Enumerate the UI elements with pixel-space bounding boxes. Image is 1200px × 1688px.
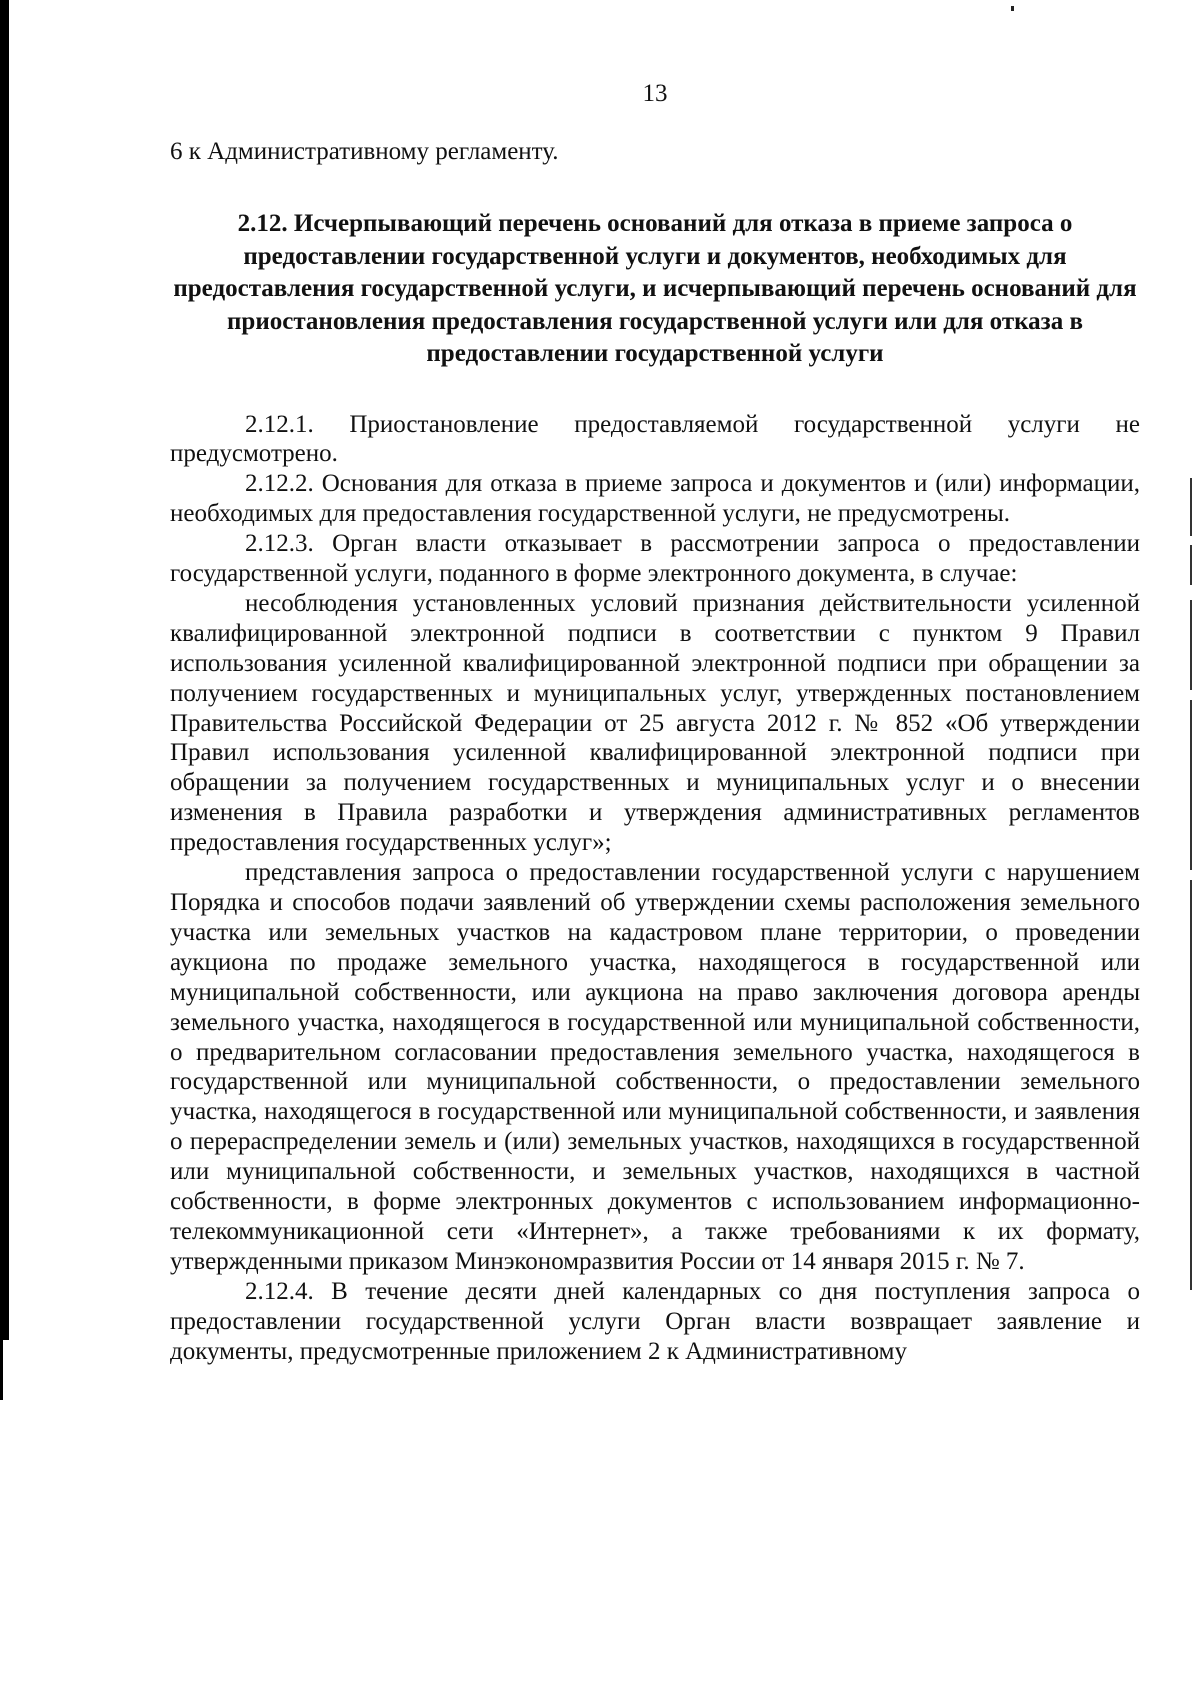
scan-margin-mark (1190, 545, 1192, 585)
scan-margin-mark (1190, 700, 1192, 870)
scan-margin-mark (1190, 478, 1192, 536)
paragraph-2-12-2: 2.12.2. Основания для отказа в приеме запроса и документов и (или) информации, необходимых для предоставления государственной услуги, не предусмотрены. (170, 470, 1140, 528)
document-page (170, 70, 1140, 1367)
paragraph-format-violation: представления запроса о предоставлении государственной услуги с нарушением Порядка и способов подачи заявлений об утверждении схемы расположения земельного участка или земельных участков на кадастровом плане территории, о проведении аукциона по продаже земельного участка, находящегося в государственной или муниципальной собственности, или аукциона на право заключения договора аренды земельного участка, находящегося в государственной или муниципальной собственности, о предварительном согласовании предоставления земельного участка, находящегося в государственной или муниципальной собственности, о предоставлении земельного участка, находящегося в государственной или муниципальной собственности, и заявления о перераспределении земель и (или) земельных участков, находящихся в государственной или муниципальной собственности, и земельных участков, находящихся в частной собственности, в форме электронных документов с использованием информационно-телекоммуникационной сети «Интернет», а также требованиями к их формату, утвержденными приказом Минэкономразвития России от 14 января 2015 г. № 7. (170, 859, 1140, 1275)
scan-speck (1011, 6, 1014, 11)
continuation-text: 6 к Административному регламенту. (170, 138, 559, 165)
scan-edge-shadow (0, 0, 9, 1340)
page-number: 13 (642, 80, 668, 107)
scan-margin-mark (1190, 880, 1192, 1290)
section-title: 2.12. Исчерпывающий перечень оснований для отказа в приеме запроса о предоставлении государственной услуги и документов, необходимых для предоставления государственной услуги, и исчерпывающий перечень оснований для приостановления предоставления государственной услуги или для отказа в предоставлении государственной услуги (173, 210, 1137, 367)
scan-margin-mark (1190, 600, 1192, 690)
paragraph-signature-condition: несоблюдения установленных условий признания действительности усиленной квалифицированной электронной подписи в соответствии с пунктом 9 Правил использования усиленной квалифицированной электронной подписи при обращении за получением государственных и муниципальных услуг, утвержденных постановлением Правительства Российской Федерации от 25 августа 2012 г. № 852 «Об утверждении Правил использования усиленной квалифицированной электронной подписи при обращении за получением государственных и муниципальных услуг и о внесении изменения в Правила разработки и утверждения административных регламентов предоставления государственных услуг»; (170, 589, 1140, 857)
paragraph-2-12-1: 2.12.1. Приостановление предоставляемой государственной услуги не предусмотрено. (170, 410, 1140, 468)
paragraph-2-12-3: 2.12.3. Орган власти отказывает в рассмотрении запроса о предоставлении государственной услуги, поданного в форме электронного документа, в случае: (170, 530, 1140, 588)
document-body (170, 410, 1140, 1367)
scan-edge-shadow-tail (0, 1340, 3, 1400)
paragraph-2-12-4: 2.12.4. В течение десяти дней календарных со дня поступления запроса о предоставлении государственной услуги Орган власти возвращает заявление и документы, предусмотренные приложением 2 к Административному (170, 1277, 1140, 1365)
